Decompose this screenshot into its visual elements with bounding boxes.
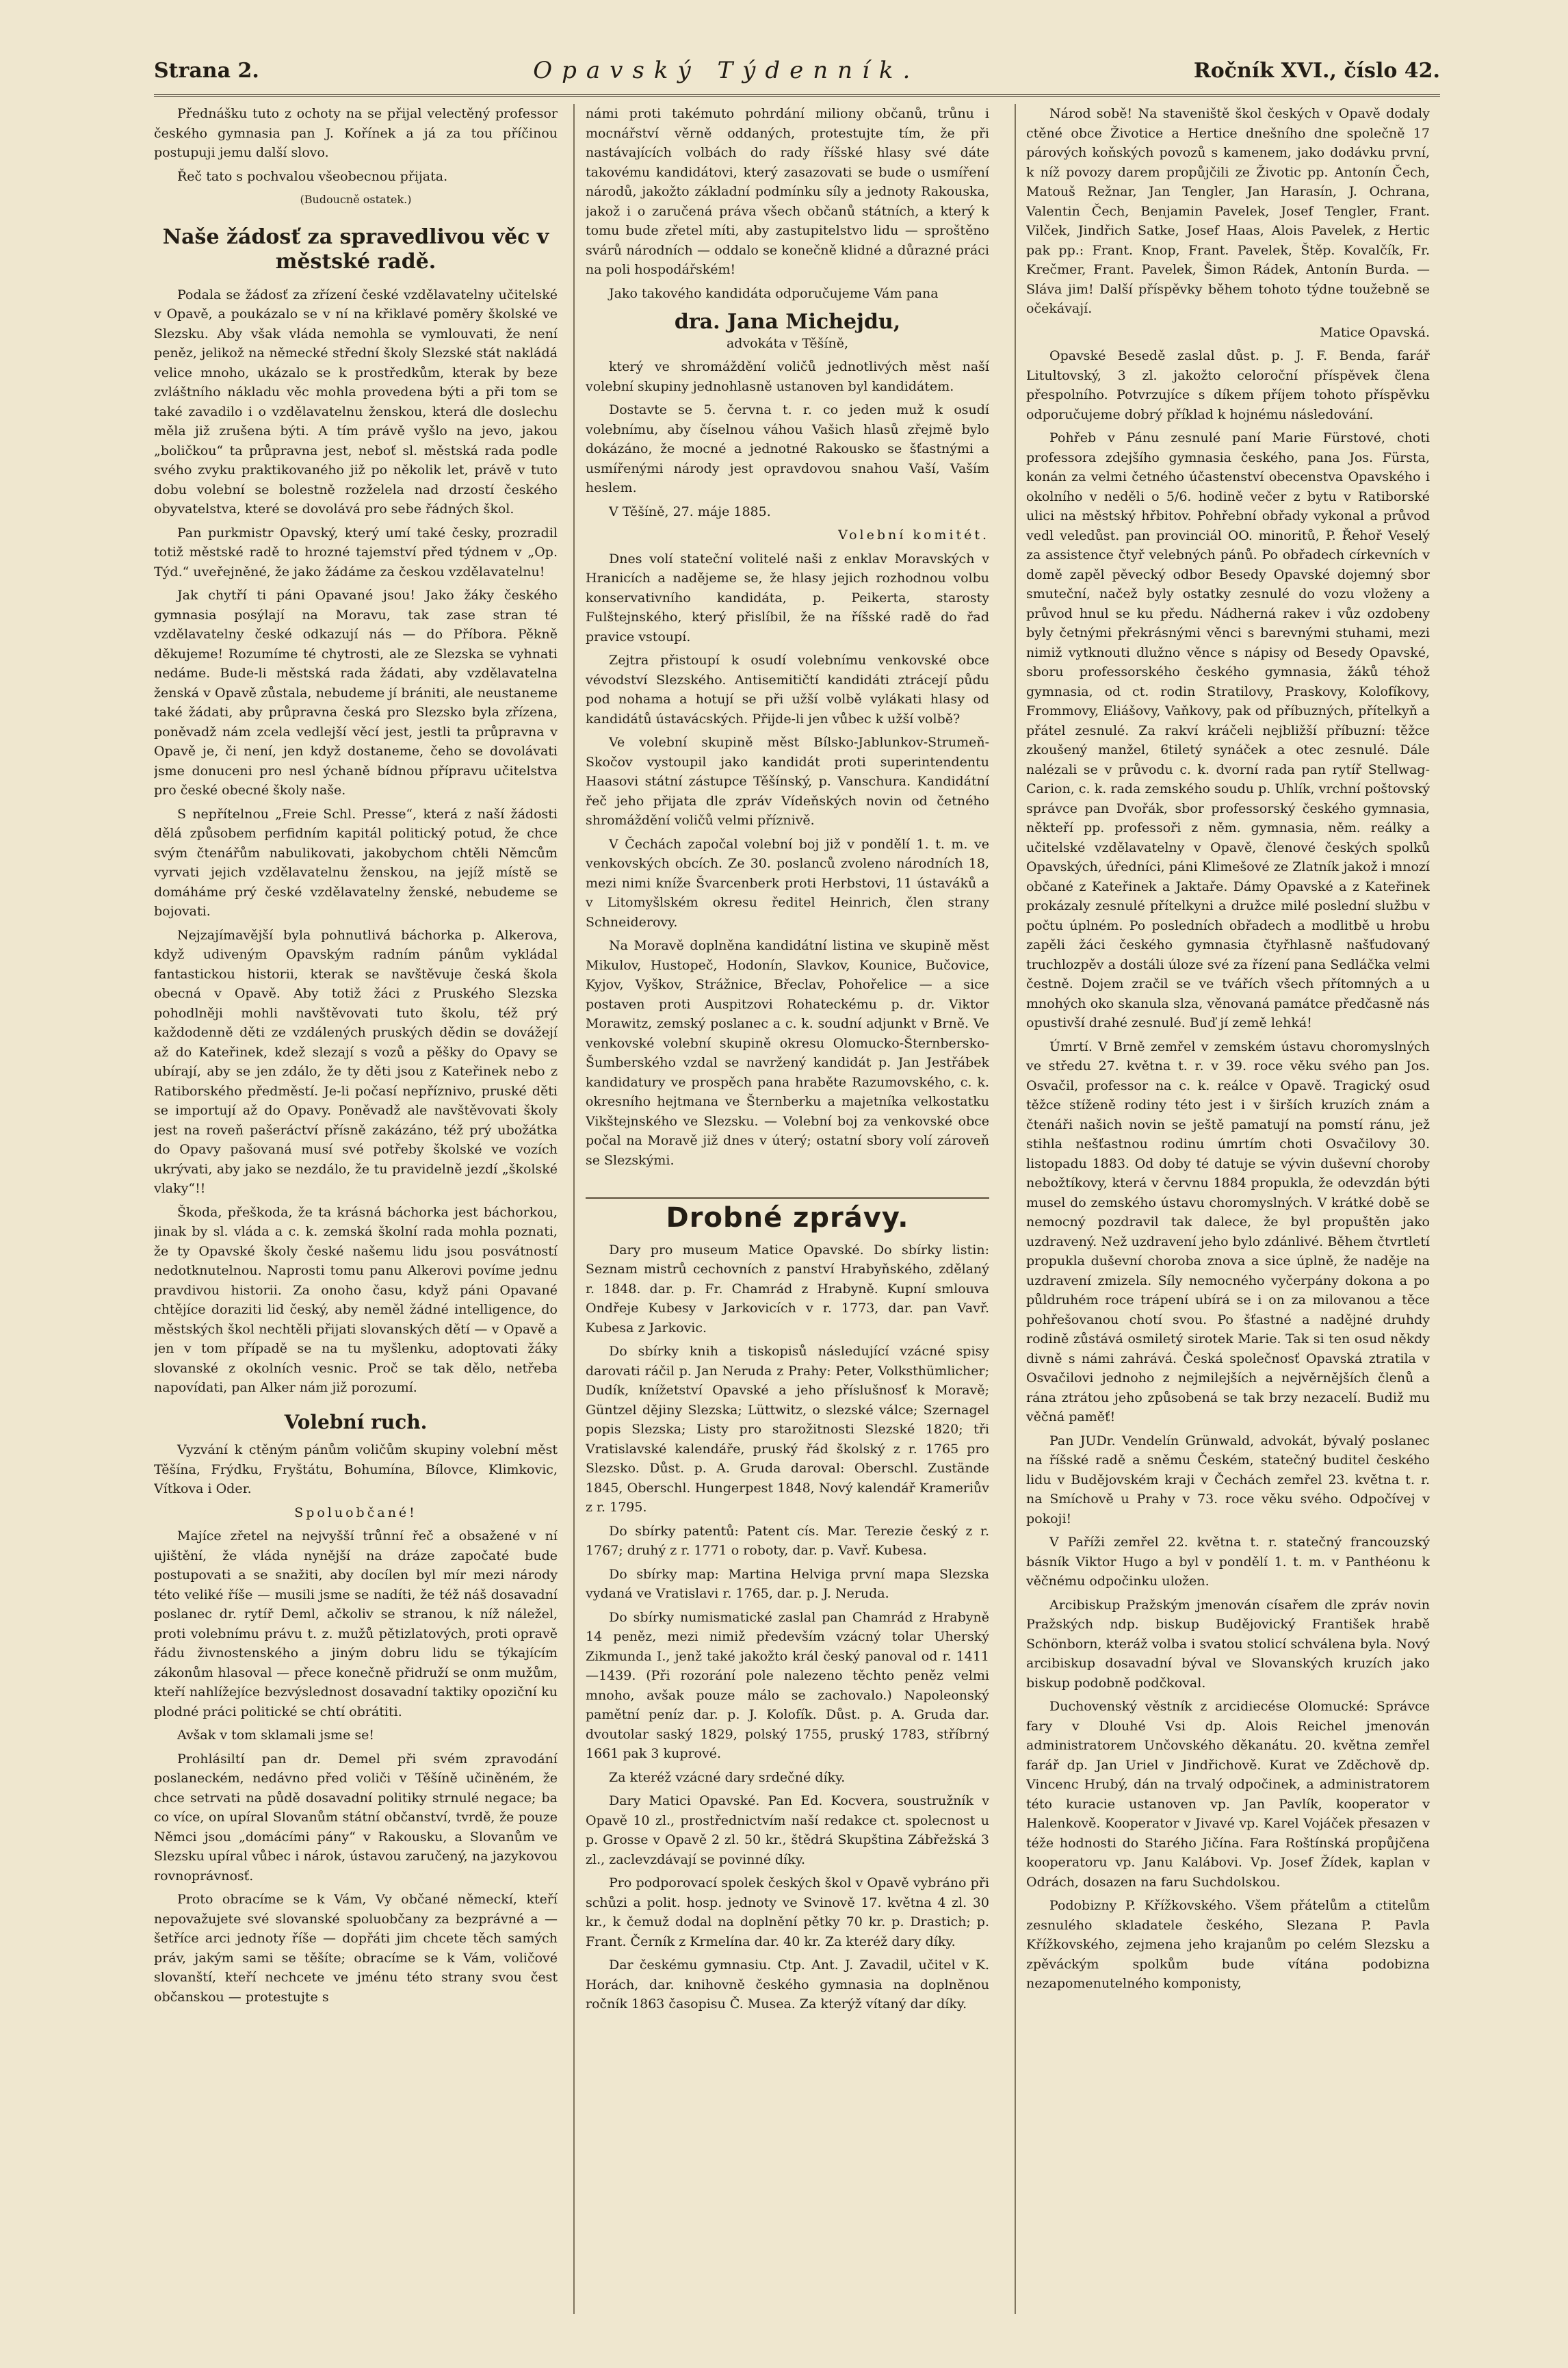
- paragraph: Vyzvání k ctěným pánům voličům skupiny volební měst Těšína, Frýdku, Fryštátu, Bohumína, Bílovce, Klimkovic, Vítkova i Oder.: [154, 1442, 558, 1496]
- paragraph: Duchovenský věstník z arcidiecése Olomucké: Správce fary v Dlouhé Vsi dp. Alois Reichel jmenován administratorem Unčovského děkanátu. 20. května zemřel farář dp. Jan Uriel v Jindřichově. Kurat ve Zděchově dp. Vincenc Hrubý, dán na trvalý odpočinek, a administratorem této kuracie ustanoven vp. Jan Pavlík, kooperator v Halenkově. Kooperator v Jivavé vp. Karel Vojáček přesazen v téže hodnosti do Starého Jičína. Fara Roštínská propůjčena kooperatoru vp. Janu Kalábovi. Vp. Josef Žídek, kaplan v Odrách, dosazen na faru Suchdolskou.: [1026, 1699, 1430, 1890]
- article-heading: Naše žádosť za spravedlivou věc v městské radě.: [162, 224, 549, 274]
- paragraph: Prohlásiltí pan dr. Demel při svém zpravodání poslaneckém, nedávno před voliči v Těšíně učiněném, že chce setrvati na půdě dosavadní politiky strnulé negace; ba co více, on upíral Slovanům státní občanství, tvrdě, že pouze Němci jsou „domácími pány“ v Rakousku, a Slovanům ve Slezsku upíral vůbec i nárok, ústavou zaručený, na jazykovou rovnoprávnosť.: [154, 1751, 558, 1884]
- article-heading: Volební ruch.: [284, 1410, 428, 1433]
- signature: Volební komitét.: [838, 528, 989, 543]
- paragraph: Národ sobě! Na staveniště škol českých v Opavě dodaly ctěné obce Životice a Hertice dnešního dne společně 17 párových koňských povozů s kamenem, jako dodávku první, k níž povozy darem propůjčili ze Životic pp. Antonín Čech, Matouš Režnar, Jan Tengler, Jan Harasín, J. Ochrana, Valentin Čech, Benjamin Pavelek, Josef Tengler, Frant. Vilček, Jindřich Satke, Josef Haas, Alois Pavelek, z Hertic pak pp.: Frant. Knop, Frant. Pavelek, Štěp. Kovalčík, Fr. Krečmer, Frant. Pavelek, Šimon Rádek, Antonín Burda. — Sláva jim! Další příspěvky během tohoto týdne toužebně se očekávají.: [1026, 106, 1430, 316]
- candidate-role: advokáta v Těšíně,: [726, 335, 849, 351]
- paragraph: námi proti takémuto pohrdání miliony občanů, trůnu i mocnářství věrně oddaných, protestujte tím, že při nastávajících volbách do rady říšské hlasy své dáte takovému kandidátovi, který zasazovati se bude o usmíření národů, jakožto základní podmínku síly a jednoty Rakouska, jakož i o zaručená práva všech občanů státních, a který k tomu bude zřetel míti, aby zastupitelstvo lidu — sproštěno svárů národních — oddalo se konečně klidné a důrazné práci na poli hospodářském!: [586, 106, 989, 277]
- paragraph: Dnes volí stateční volitelé naši z enklav Moravských v Hranicích a nadějeme se, že hlasy jejich rozhodnou volbu konservativního kandidáta, p. Peikerta, starosty Fulštejnského, který přislíbil, že na říšské radě do řad pravice vstoupí.: [586, 551, 989, 645]
- paragraph: Pan JUDr. Vendelín Grünwald, advokát, bývalý poslanec na říšské radě a sněmu Českém, statečný buditel českého lidu v Budějovském kraji v Čechách zemřel 23. května t. r. na Smíchově u Prahy v 73. roce věku svého. Odpočívej v pokoji!: [1026, 1433, 1430, 1526]
- paragraph: Podobizny P. Křížkovského. Všem přátelům a ctitelům zesnulého skladatele českého, Slezana P. Pavla Křížkovského, zejmena jeho krajanům po celém Slezsku a zpěváckým spolkům bude vítána podobizna nezapomenutelného komponisty,: [1026, 1898, 1430, 1991]
- dateline: V Těšíně, 27. máje 1885.: [609, 504, 771, 519]
- paragraph: Do sbírky numismatické zaslal pan Chamrád z Hrabyně 14 peněz, mezi nimiž především vzácný tolar Uherský Zikmunda I., jenž také jakožto král český panoval od r. 1411—1439. (Při rozorání pole nalezeno těchto peněz velmi mnoho, avšak pouze málo se zachovalo.) Napoleonský pamětní peníz dar. p. J. Kolofík. Důst. p. A. Gruda dar. dvoutolar saský 1829, polský 1755, pruský 1783, stříbrný 1661 pak 3 kuprové.: [586, 1609, 989, 1761]
- paragraph: Škoda, přeškoda, že ta krásná báchorka jest báchorkou, jinak by sl. vláda a c. k. zemská školní rada mohla poznati, že ty Opavské školy české našemu lidu jsou posvátností nedotknutelnou. Naprosti tomu panu Alkerovi povíme jednu pravdivou historii. Za onoho času, když páni Opavané chtějíce doraziti lid český, aby neměl žádné intelligence, do městských škol nechtěli přijati slovanských dětí — v Opavě a jen v tom případě se na tu myšlenku, adoptovati žáky slovanské z okolních vesnic. Proč se tak dělo, netřeba napovídati, pan Alker nám již porozumí.: [154, 1204, 558, 1395]
- newspaper-title: Opavský Týdenník.: [533, 57, 920, 84]
- paragraph: Dary Matici Opavské. Pan Ed. Kocvera, soustružník v Opavě 10 zl., prostřednictvím naší redakce ct. spolecnost u p. Grosse v Opavě 2 zl. 50 kr., štědrá Skupština Zábřežská 3 zl., zaclevzdávají se povinné díky.: [586, 1793, 989, 1867]
- page-number: Strana 2.: [154, 58, 259, 83]
- column-2: [586, 104, 989, 2321]
- paragraph: Jako takového kandidáta odporučujeme Vám pana: [609, 285, 939, 301]
- paragraph: Dar českému gymnasiu. Ctp. Ant. J. Zavadil, učitel v K. Horách, dar. knihovně českého gymnasia na doplněnou ročník 1863 časopisu Č. Musea. Za kterýž vítaný dar díky.: [586, 1957, 989, 2012]
- column-divider: [573, 104, 575, 2314]
- paragraph: Pro podporovací spolek českých škol v Opavě vybráno při schůzi a polit. hosp. jednoty ve Svinově 17. května 4 zl. 30 kr., k čemuž dodal na doplnění pětky 70 kr. p. Drastich; p. Frant. Černík z Krmelína dar. 40 kr. Za kteréž dary díky.: [586, 1875, 989, 1949]
- paragraph: Za kteréž vzácné dary srdečné díky.: [609, 1769, 846, 1785]
- paragraph: Jak chytří ti páni Opavané jsou! Jako žáky českého gymnasia posýlají na Moravu, tak zase stran té vzdělavatelny české odkazují nás — do Příbora. Pěkně děkujeme! Rozumíme té chytrosti, ale ze Slezska se vyhnati nedáme. Bude-li městská rada žádati, aby vzdělavatelna ženská v Opavě zůstala, nebudeme jí brániti, ale neustaneme také žádati, aby průpravna česká pro Slezsko byla zřízena, poněvadž nám zcela vedlejší věcí jest, jestli ta průpravna v Opavě je, či není, jen když dostaneme, čeho se dovolávati jsme donuceni pro nesl ýchaně bídnou přípravu učitelstva pro české obecné školy naše.: [154, 588, 558, 798]
- continuation-note: (Budoucně ostatek.): [300, 193, 412, 206]
- paragraph: Zejtra přistoupí k osudí volebnímu venkovské obce vévodství Slezského. Antisemitičtí kandidáti ztrácejí půdu pod nohama a hotují se při užší volbě vylákati hlasy od kandidátů ústavácských. Přijde-li jen vůbec k užší volbě?: [586, 653, 989, 727]
- paragraph: Proto obracíme se k Vám, Vy občané německí, kteří nepovažujete své slovanské spoluobčany za bezprávné a — šetříce arci jednoty říše — dopřáti jim chcete těch samých práv, jakým sami se těšíte; obracíme se k Vám, voličové slovanští, kteří nechcete ve jménu této strany svou čest občanskou — protestujte s: [154, 1892, 558, 2005]
- paragraph: Do sbírky map: Martina Helviga první mapa Slezska vydaná ve Vratislavi r. 1765, dar. p. J. Neruda.: [586, 1566, 989, 1601]
- paragraph: V Čechách započal volební boj již v pondělí 1. t. m. ve venkovských obcích. Ze 30. poslanců zvoleno národních 18, mezi nimi kníže Švarcenberk proti Herbstovi, 11 ústaváků a v Litomyšlském okresu ředitel Heinrich, člen strany Schneiderovy.: [586, 836, 989, 930]
- signature: Matice Opavská.: [1320, 324, 1430, 340]
- column-3: [1026, 104, 1430, 2321]
- paragraph: Pohřeb v Pánu zesnulé paní Marie Fürstové, choti professora zdejšího gymnasia českého, pana Jos. Fürsta, konán za velmi četného účastenství obecenstva Opavského i okolního v neděli o 5/6. hodině večer z bytu v Ratiborské ulici na městský hřbitov. Pohřební obřady vykonal a průvod vedl veledůst. pan provinciál OO. minoritů, P. Řehoř Veselý za assistence čtyř velebných pánů. Po obřadech církevních v domě zapěl pěvecký odbor Besedy Opavské dojemný sbor smuteční, načež byly ostatky zesnulé do vozu vloženy a průvod hnul se ku předu. Nádherná rakev i vůz ozdobeny byly četnými překrásnými věnci s barevnými stuhami, mezi nimiž vytknouti dlužno věnce s nápisy od Besedy Opavské, sboru professorského českého gymnasia, žáků téhož gymnasia, od ct. rodin Stratilovy, Praskovy, Kolofíkovy, Frommovy, Eliášovy, Vaňkovy, pak od příbuzných, přítelkyň a přátel zesnulé. Za rakví kráčeli nejbližší příbuzní: těžce zkoušený manžel, 6tiletý synáček a otec zesnulé. Dále nalézali se v průvodu c. k. dvorní rada pan rytíř Stellwag-Carion, c. k. rada zemského soudu p. Uhlík, vrchní poštovský správce pan Dvořák, sbor professorský českého gymnasia, někteří pp. professoři z něm. gymnasia, něm. reálky a učitelské vzdělavatelny v Opavě, členové českých spolků Opavských, úředníci, páni Klimešové ze Zlatník jakož i mnozí občané z Kateřinek a Jaktaře. Dámy Opavské a z Kateřinek prokázaly zesnulé přítelkyni a družce milé poslední službu v počtu úplném. Po posledních obřadech a modlitbě u hrobu zapěli žáci českého gymnasia čtyřhlasně našťudovaný truchlozpěv a dostáli úloze své za řízení pana Sedláčka velmi čestně. Dojem zračil se ve tvářích všech přítomných a u mnohých oko skanula slza, věnovaná památce předčasně nás opustivší drahé zesnulé. Buď jí země lehká!: [1026, 430, 1430, 1030]
- paragraph: Řeč tato s pochvalou všeobecnou přijata.: [177, 168, 448, 184]
- paragraph: Na Moravě doplněna kandidátní listina ve skupině měst Mikulov, Hustopeč, Hodonín, Slavkov, Kounice, Bučovice, Kyjov, Vyškov, Strážnice, Břeclav, Pohořelice — a sice postaven proti Auspitzovi Rohateckému p. dr. Viktor Morawitz, zemský poslanec a c. k. soudní adjunkt v Brně. Ve venkovské volební skupině okresu Olomucko-Šternbersko-Šumberského vzdal se navržený kandidát p. Jan Jestřábek kandidatury ve prospěch pana hraběte Razumovského, c. k. okresního hejtmana ve Šternberku a majetníka velkostatku Vikštejnského ve Slezsku. — Volební boj za venkovské obce počal na Moravě již dnes v úterý; ostatní sbory volí zároveň se Slezskými.: [586, 938, 989, 1168]
- paragraph: Majíce zřetel na nejvyšší trůnní řeč a obsažené v ní ujištění, že vláda nynější na dráze započaté bude postupovati a se snažiti, aby docílen byl mír mezi národy této veliké říše — musili jsme se nadíti, že též náš dosavadní poslanec dr. rytíř Deml, ačkoliv se stranou, k níž náležel, proti volebnímu právu t. z. mužů pětizlatových, proti opravě řádu živnostenského a jiným dobru lidu se týkajícím zákonům hlasoval — přece konečně přidruží se onm mužům, kteří nahlížejíce bezvýslednost dosavadní taktiky opoziční ku plodné práci politické se chtí obrátiti.: [154, 1528, 558, 1719]
- paragraph: který ve shromáždění voličů jednotlivých měst naší volební skupiny jednohlasně ustanoven byl kandidátem.: [586, 359, 989, 394]
- column-divider: [1015, 104, 1016, 2314]
- paragraph: V Paříži zemřel 22. května t. r. statečný francouzský básník Viktor Hugo a byl v pondělí 1. t. m. v Panthéonu k věčnému odpočinku uložen.: [1026, 1535, 1430, 1589]
- page-header: [154, 47, 1440, 97]
- paragraph: Pan purkmistr Opavský, který umí také česky, prozradil totiž městské radě to hrozné tajemství před týdnem v „Op. Týd.“ uveřejněné, že jako žádáme za českou vzdělavatelnu!: [154, 525, 558, 580]
- paragraph: Arcibiskup Pražským jmenován císařem dle zpráv novin Pražských ndp. biskup Budějovický František hrabě Schönborn, kteráž volba i svatou stolicí schválena byla. Nový arcibiskup dosavadní býval ve Slovanských kruzích jako biskup podobně podčkoval.: [1026, 1597, 1430, 1691]
- paragraph: S nepřítelnou „Freie Schl. Presse“, která z naší žádosti dělá způsobem perfidním kapitál politický potud, že chce svým čtenářům nabulikovati, jakobychom chtěli Němcům vyrvati jejich vzdělavatelnu ženskou, na jejíž místě se domáháme prý české vzdělavatelny ženské, nebudeme se bojovati.: [154, 806, 558, 919]
- paragraph: Podala se žádosť za zřízení české vzdělavatelny učitelské v Opavě, a poukázalo se v ní na křiklavé poměry školské ve Slezsku. Aby však vláda nemohla se vymlouvati, že není peněz, jelikož na německé střední školy Slezské stát nakládá velice mnoho, ukázalo se k prostředkům, kterak by beze zvláštního nákladu věc mohla provedena býti a při tom se také zavadilo i o vzdělavatelnu ženskou, která dle doslechu měla již zrušena býti. A tím právě vyšlo na jevo, jakou „boličkou“ ta průpravna jest, neboť sl. městská rada podle svého zvyku praktikovaného již po několik let, právě v tuto dobu volební se bolestně rozželela nad drzostí českého obyvatelstva, které se dovolává pro sebe řádných škol.: [154, 287, 558, 517]
- paragraph: Avšak v tom sklamali jsme se!: [177, 1728, 374, 1743]
- paragraph: Dary pro museum Matice Opavské. Do sbírky listin: Seznam mistrů cechovních z panství Hrabyňského, zdělaný r. 1848. dar. p. Fr. Chamrád z Hrabyně. Kupní smlouva Ondřeje Kubesy v Jarkovicích v r. 1773, dar. pan Vavř. Kubesa z Jarkovic.: [586, 1242, 989, 1336]
- paragraph: Do sbírky patentů: Patent cís. Mar. Terezie český z r. 1767; druhý z r. 1771 o roboty, dar. p. Vavř. Kubesa.: [586, 1523, 989, 1558]
- paragraph: Přednášku tuto z ochoty na se přijal velectěný professor českého gymnasia pan J. Kořínek a já za tou příčinou postupuji jemu další slovo.: [154, 106, 558, 160]
- paragraph: Dostavte se 5. června t. r. co jeden muž k osudí volebnímu, aby číselnou váhou Vašich hlasů zřejmě bylo dokázáno, že mocné a jednotné Rakousko se šťastnými a usmířenými národy jest opravdovou snahou Vaší, Vaším heslem.: [586, 402, 989, 495]
- paragraph: Ve volební skupině měst Bílsko-Jablunkov-Strumeň-Skočov vystoupil jako kandidát proti superintendentu Haasovi státní zástupce Těšínský, p. Vanschura. Kandidátní řeč jeho přijata dle zpráv Vídeňských novin od četného shromáždění voličů velmi příznivě.: [586, 735, 989, 828]
- paragraph: Úmrtí. V Brně zemřel v zemském ústavu choromyslných ve středu 27. května t. r. v 39. roce věku svého pan Jos. Osvačil, professor na c. k. reálce v Opavě. Tragický osud těžce stíženě rodiny této jest i v širších kruzích znám a čtenáři našich novin se ještě pamatují na pomstí ránu, jež stihla nešťastnou rodinu úmrtím choti Osvačilovy 30. listopadu 1883. Od doby té datuje se vývin duševní choroby nebožtíkovy, která v červnu 1884 propukla, že odevzdán býti musel do zemského ústavu choromyslných. V krátké době se nemocný pozdravil tak dalece, že byl propuštěn jako uzdravený. Než uzdravení jeho bylo zdánlivé. Během čtvrtletí propukla duševní choroba znova a sice úplně, že naděje na uzdravení zmizela. Síly nemocného vyčerpány dokona a po půldruhém roce trápení ubírá se i on za milovanou a těce pohřešovanou chotí svou. Po šťastné a nadějné druhdy rodině zůstává osmiletý sirotek Marie. Tak si ten osud někdy divně s námi zahrává. Česká společnosť Opavská ztratila v Osvačilovi jednoho z nejmilejších a nejvěrnějších členů a rána ztrátou jeho způsobená se tak brzy nezacelí. Budiž mu věčná paměť!: [1026, 1039, 1430, 1424]
- salutation: Spoluobčané!: [294, 1505, 417, 1520]
- paragraph: Do sbírky knih a tiskopisů následující vzácné spisy darovati ráčil p. Jan Neruda z Prahy: Peter, Volksthümlicher; Dudík, knížetství Opavské a jeho příslušnosť k Moravě; Güntzel dějiny Slezska; Lüttwitz, o slezské válce; Szernagel popis Slezska; Listy pro starožitnosti Slezské 1820; tři Vratislavské kalendáře, pruský řád školský z r. 1765 pro Slezsko. Důst. p. A. Gruda daroval: Oberschl. Zustände 1845, Oberschl. Hungerpest 1848, Nový kalendář Krameriův z r. 1795.: [586, 1344, 989, 1515]
- column-1: [154, 104, 558, 2321]
- candidate-name: dra. Jana Michejdu,: [674, 310, 901, 334]
- issue-number: Ročník XVI., číslo 42.: [1193, 58, 1440, 83]
- paragraph: Nejzajímavější byla pohnutlivá báchorka p. Alkerova, když udiveným Opavským radním pánům vykládal fantastickou historii, kterak se navštěvuje česká škola obecná v Opavě. Aby totiž žáci z Pruského Slezska pohodlněji mohli navštěvovati tuto školu, též prý každodenně děti ze vzdálených pruských dědin se dovážejí až do Kateřinek, kdež slezají s vozů a pěšky do Opavy se ubírají, aby se jen zdálo, že ty děti jsou z Kateřinek nebo z Ratiborského předměstí. Je-li počasí nepříznivo, pruské děti se importují až do Opavy. Poněvadž ale navštěvovati školy jest na roveň pašeráctví přísně zakázáno, též prý ubožátka do Opavy pašovaná musí své potřeby školské ve vozích ukrývati, aby jako se nezdálo, že tu pravidelně jezdí „školské vlaky“!!: [154, 927, 558, 1196]
- section-heading: Drobné zprávy.: [586, 1197, 989, 1228]
- paragraph: Opavské Besedě zaslal důst. p. J. F. Benda, farář Litultovský, 3 zl. jakožto celoroční příspěvek člena přespolního. Potvrzujíce s díkem příjem tohoto příspěvku odporučujeme dobrý příklad k hojnému následování.: [1026, 348, 1430, 422]
